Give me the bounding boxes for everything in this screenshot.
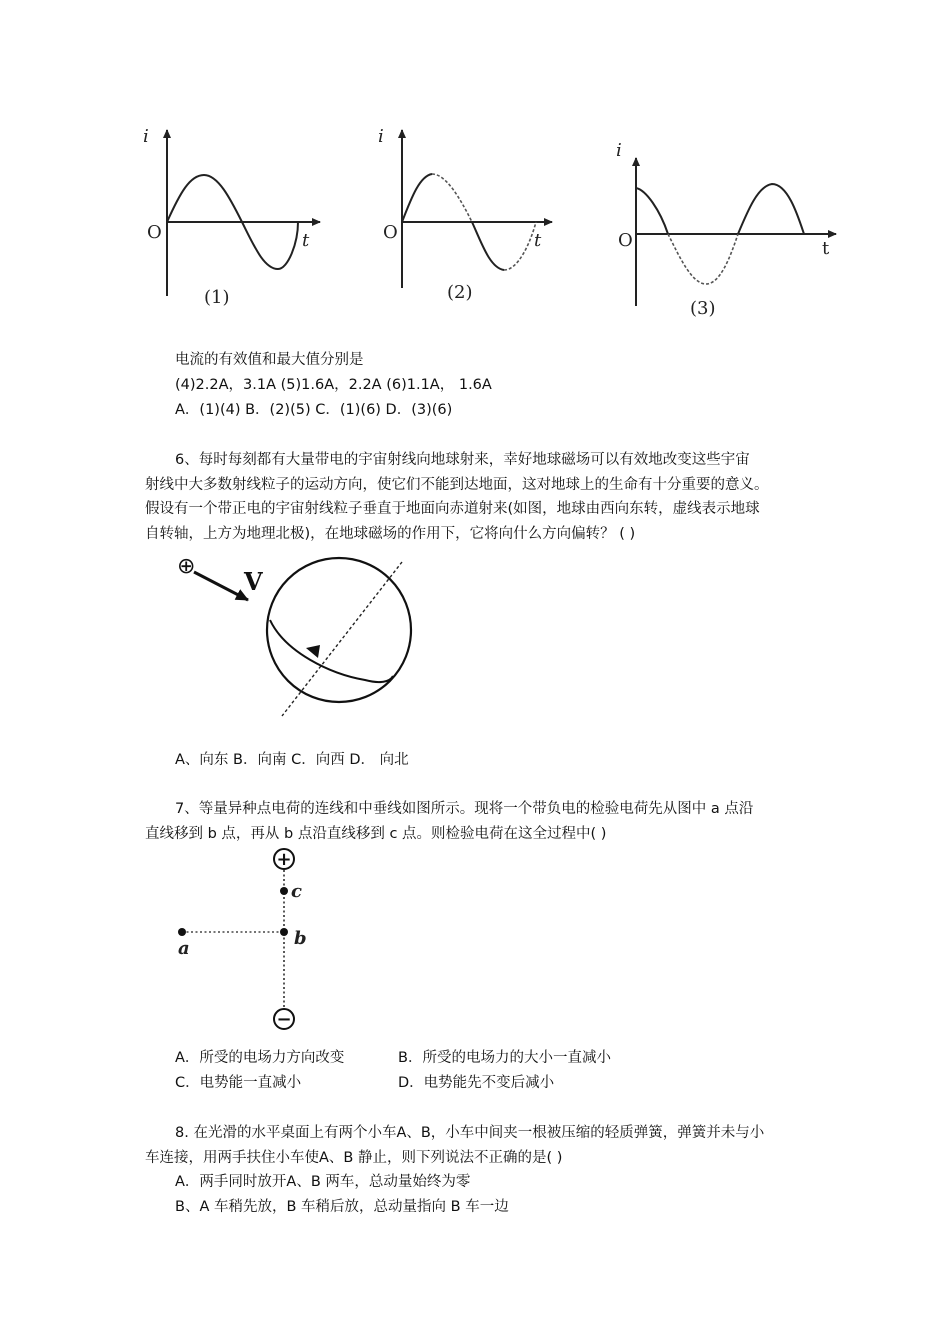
graph-1-caption: (1): [204, 287, 230, 308]
q5-options: A．(1)(4) B．(2)(5) C．(1)(6) D．(3)(6): [175, 402, 453, 418]
rotation-axis: [282, 562, 402, 716]
graph-2: [378, 126, 552, 303]
graph-2-origin-label: O: [383, 222, 398, 243]
q7-option-a: A．所受的电场力方向改变: [175, 1050, 345, 1066]
q7-option-c: C．电势能一直减小: [175, 1075, 302, 1091]
charges-figure: [160, 843, 340, 1035]
positive-charge-icon: +: [276, 849, 292, 870]
q7-option-d: D．电势能先不变后减小: [398, 1075, 555, 1091]
current-graphs-figure: [120, 118, 860, 323]
q5-values: (4)2.2A，3.1A (5)1.6A，2.2A (6)1.1A， 1.6A: [175, 377, 492, 393]
q6-line-2: 射线中大多数射线粒子的运动方向，使它们不能到达地面，这对地球上的生命有十分重要的意义。: [145, 476, 769, 493]
negative-charge-icon: −: [276, 1009, 292, 1030]
graph-3-t-label: t: [822, 238, 830, 259]
q8-line-1: 8. 在光滑的水平桌面上有两个小车A、B，小车中间夹一根被压缩的轻质弹簧，弹簧并未与小: [175, 1125, 765, 1141]
q8-option-b: B、A 车稍先放，B 车稍后放，总动量指向 B 车一边: [175, 1199, 509, 1215]
velocity-label: V: [244, 567, 263, 596]
q7-line-2: 直线移到 b 点，再从 b 点沿直线移到 c 点。则检验电荷在这全过程中( ): [145, 825, 607, 842]
graph-2-i-label: i: [378, 126, 384, 147]
q6-line-1: 6、每时每刻都有大量带电的宇宙射线向地球射来，幸好地球磁场可以有效地改变这些宇宙: [175, 452, 750, 468]
graph-1: [143, 126, 320, 308]
q8-option-a: A．两手同时放开A、B 两车，总动量始终为零: [175, 1174, 471, 1190]
graph-1-t-label: t: [302, 230, 310, 251]
graph-3: [616, 140, 836, 319]
q6-options: A、向东 B．向南 C．向西 D． 向北: [175, 752, 409, 768]
q6-question: [145, 448, 825, 546]
graph-3-caption: (3): [690, 298, 716, 319]
positive-particle-icon: ⊕: [177, 554, 196, 579]
point-b-label: b: [294, 928, 307, 949]
q6-line-4: 自转轴，上方为地理北极)，在地球磁场的作用下，它将向什么方向偏转？ ( ): [145, 525, 636, 542]
q5-prompt: 电流的有效值和最大值分别是: [175, 352, 364, 368]
point-a-label: a: [178, 938, 190, 959]
graph-2-caption: (2): [447, 282, 473, 303]
graph-3-i-label: i: [616, 140, 622, 161]
graph-1-i-label: i: [143, 126, 149, 147]
q7-line-1: 7、等量异种点电荷的连线和中垂线如图所示。现将一个带负电的检验电荷先从图中 a 点沿: [175, 801, 754, 817]
earth-figure: [170, 548, 420, 720]
point-c-label: c: [291, 881, 302, 902]
q6-line-3: 假设有一个带正电的宇宙射线粒子垂直于地面向赤道射来(如图，地球由西向东转，虚线表示地球: [145, 501, 760, 517]
graph-1-origin-label: O: [147, 222, 162, 243]
graph-2-t-label: t: [534, 230, 542, 251]
q7-option-b: B．所受的电场力的大小一直减小: [398, 1050, 611, 1066]
q8-line-2: 车连接，用两手扶住小车使A、B 静止，则下列说法不正确的是( ): [145, 1149, 563, 1166]
q7-question: [145, 797, 825, 846]
deflection-arrowhead: [306, 645, 320, 658]
q8-question: [145, 1121, 825, 1170]
graph-3-origin-label: O: [618, 230, 633, 251]
